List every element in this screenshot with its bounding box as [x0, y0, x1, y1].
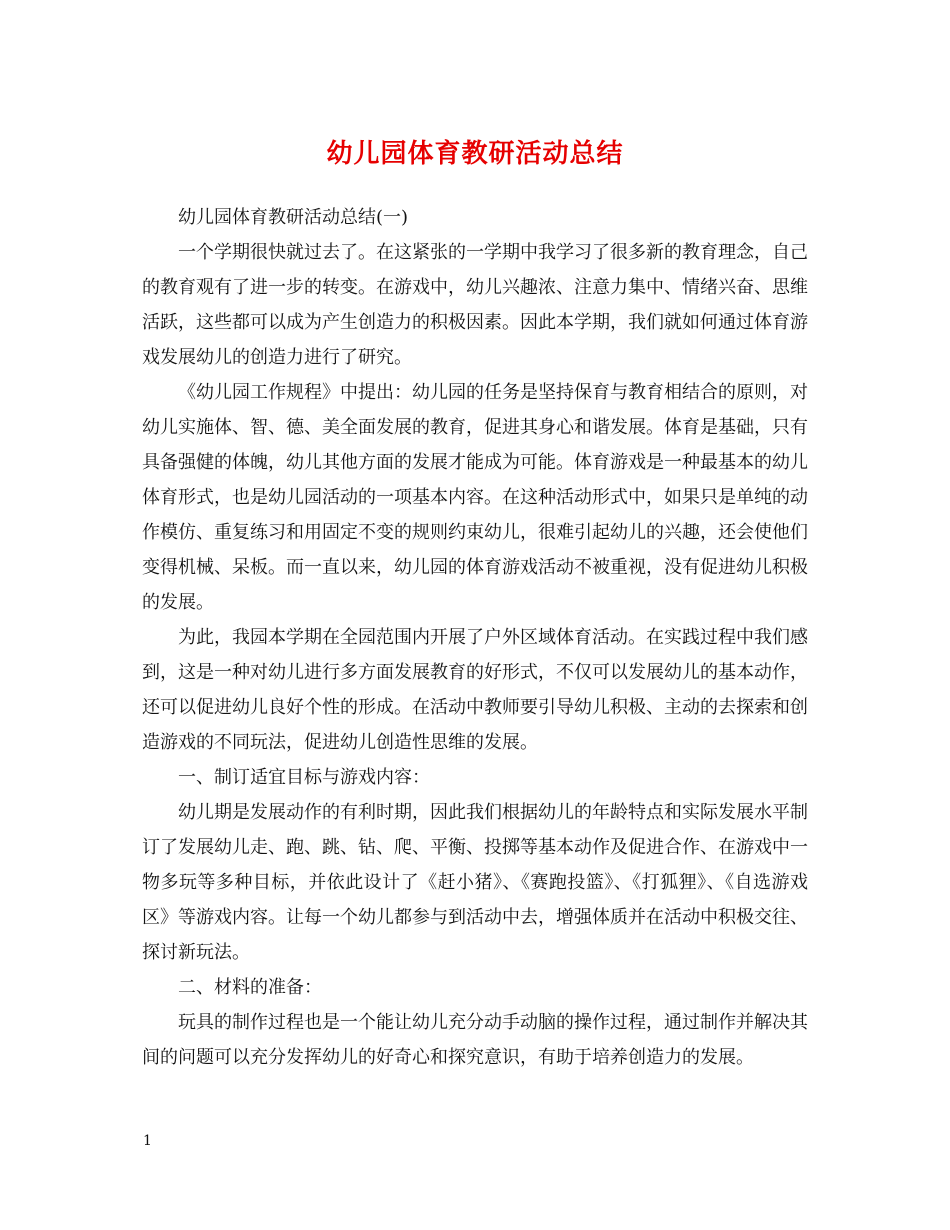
body-paragraph: 一个学期很快就过去了。在这紧张的一学期中我学习了很多新的教育理念，自己的教育观有了进一步的转变。在游戏中，幼儿兴趣浓、注意力集中、情绪兴奋、思维活跃，这些都可以成为产生创造力的积极因素。因此本学期，我们就如何通过体育游戏发展幼儿的创造力进行了研究。	[142, 242, 808, 368]
body-paragraph: 《幼儿园工作规程》中提出：幼儿园的任务是坚持保育与教育相结合的原则，对幼儿实施体、智、德、美全面发展的教育，促进其身心和谐发展。体育是基础，只有具备强健的体魄，幼儿其他方面的发展才能成为可能。体育游戏是一种最基本的幼儿体育形式，也是幼儿园活动的一项基本内容。在这种活动形式中，如果只是单纯的动作模仿、重复练习和用固定不变的规则约束幼儿，很难引起幼儿的兴趣，还会使他们变得机械、呆板。而一直以来，幼儿园的体育游戏活动不被重视，没有促进幼儿积极的发展。	[142, 382, 808, 613]
body-paragraph: 玩具的制作过程也是一个能让幼儿充分动手动脑的操作过程，通过制作并解决其间的问题可以充分发挥幼儿的好奇心和探究意识，有助于培养创造力的发展。	[142, 1012, 808, 1068]
section-heading: 一、制订适宜目标与游戏内容：	[178, 767, 430, 788]
page-number: 1	[143, 1133, 152, 1149]
body-paragraph: 为此，我园本学期在全园范围内开展了户外区域体育活动。在实践过程中我们感到，这是一种对幼儿进行多方面发展教育的好形式，不仅可以发展幼儿的基本动作，还可以促进幼儿良好个性的形成。在活动中教师要引导幼儿积极、主动的去探索和创造游戏的不同玩法，促进幼儿创造性思维的发展。	[142, 627, 808, 753]
section-heading: 二、材料的准备：	[178, 977, 322, 998]
body-paragraph: 幼儿期是发展动作的有利时期，因此我们根据幼儿的年龄特点和实际发展水平制订了发展幼儿走、跑、跳、钻、爬、平衡、投掷等基本动作及促进合作、在游戏中一物多玩等多种目标，并依此设计了《赶小猪》、《赛跑投篮》、《打狐狸》、《自选游戏区》等游戏内容。让每一个幼儿都参与到活动中去，增强体质并在活动中积极交往、探讨新玩法。	[142, 802, 808, 963]
document-body	[142, 200, 808, 1075]
document-title: 幼儿园体育教研活动总结	[326, 139, 624, 169]
subtitle-paragraph: 幼儿园体育教研活动总结(一)	[178, 207, 409, 228]
